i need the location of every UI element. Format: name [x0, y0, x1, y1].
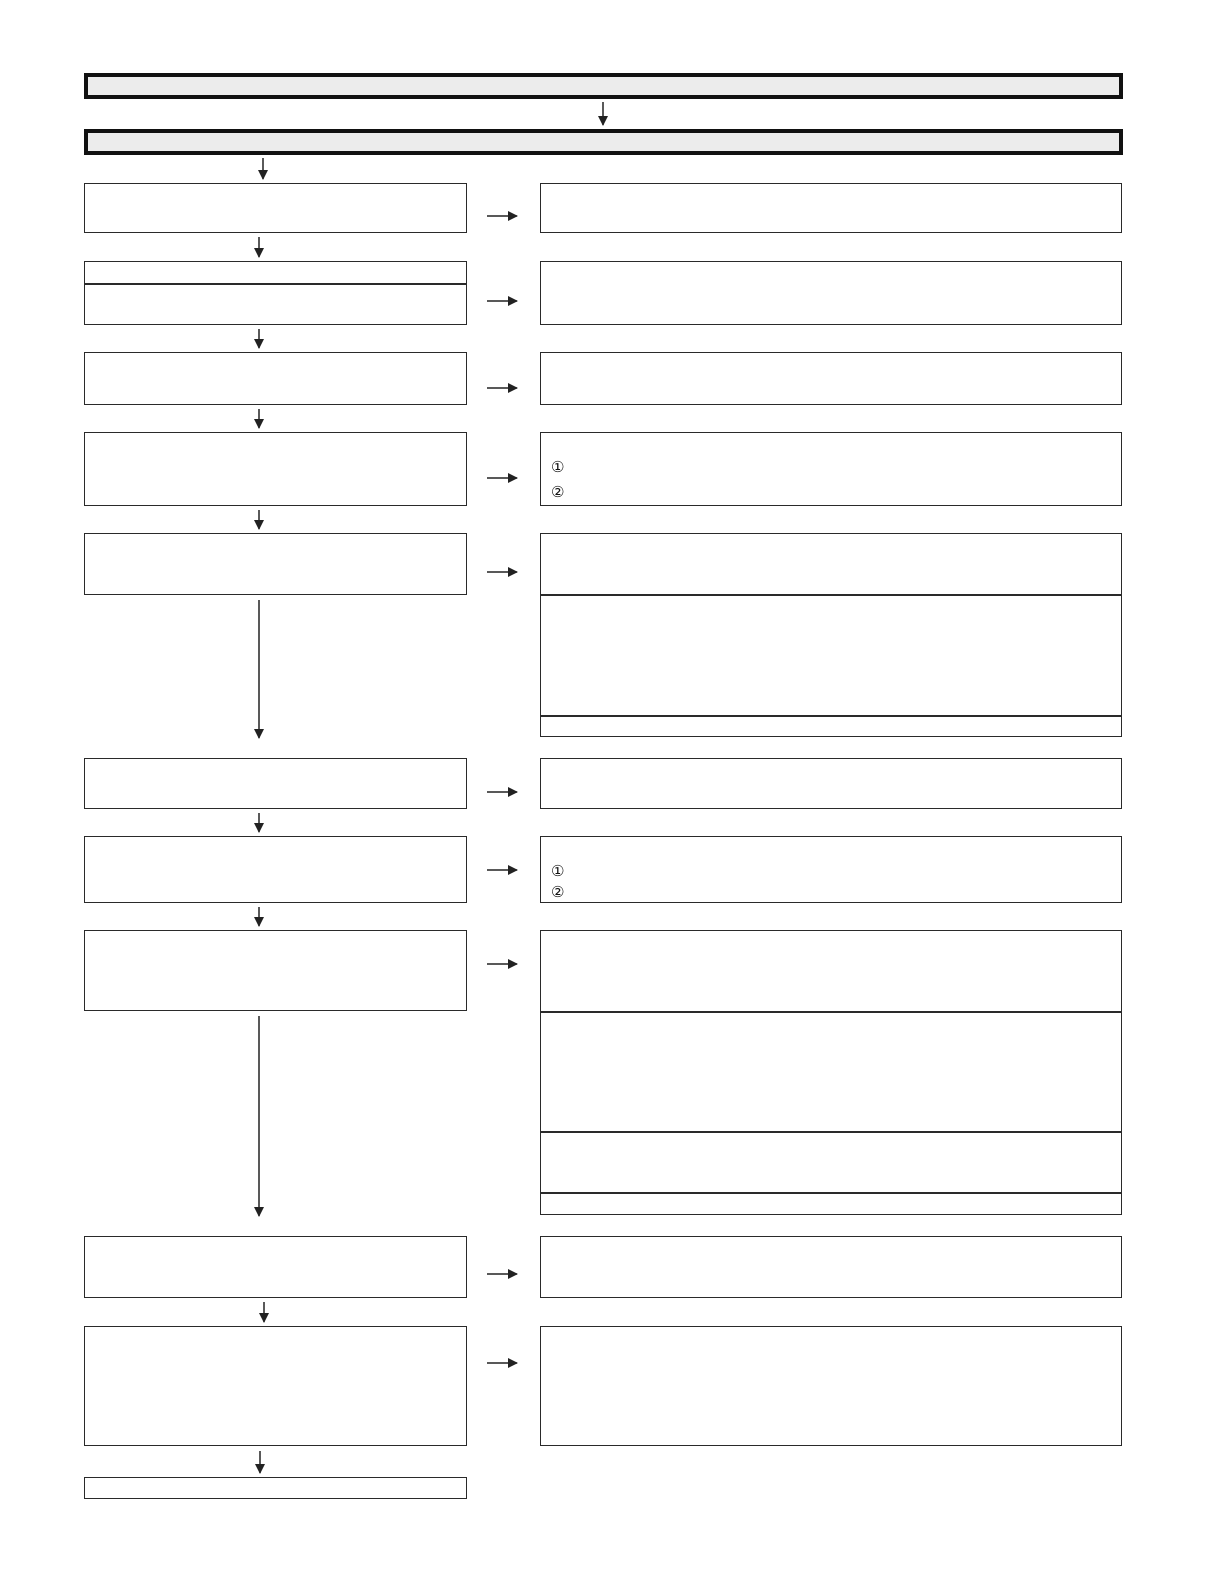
item-marker-2: ②	[551, 483, 565, 501]
item-marker-1: ①	[551, 458, 565, 476]
item-marker-2: ②	[551, 883, 565, 901]
item-marker-1: ①	[551, 862, 565, 880]
